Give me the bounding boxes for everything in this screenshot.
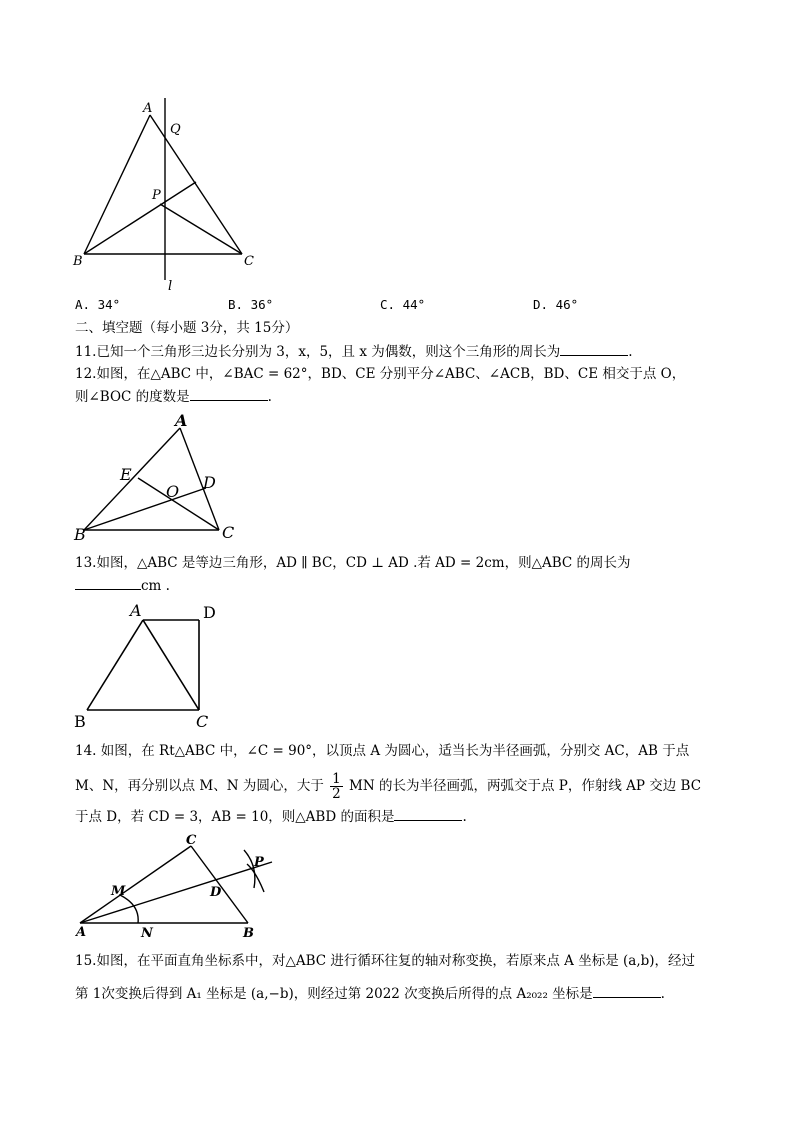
fig12-label-a: A [175, 411, 188, 430]
question-15-line-1: 15.如图，在平面直角坐标系中，对△ABC 进行循环往复的轴对称变换，若原来点 A 坐标是 (a,b)，经过 [75, 953, 696, 969]
fig12-label-o: O [166, 482, 180, 501]
end-mark-12: . [267, 389, 272, 405]
question-14-text-c: 于点 D，若 CD = 3，AB = 10，则△ABD 的面积是 [75, 809, 395, 825]
fig13-label-d: D [203, 603, 216, 622]
question-13-unit: cm . [141, 578, 170, 594]
option-b-value: 36° [250, 297, 274, 312]
question-11-text: 11.已知一个三角形三边长分别为 3，x，5，且 x 为偶数，则这个三角形的周长为 [75, 344, 561, 360]
option-b-letter: B. [228, 297, 244, 312]
fraction-denominator: 2 [332, 786, 341, 802]
fig10-label-q: Q [170, 122, 181, 137]
fig10-label-a: A [143, 101, 153, 116]
fig14-label-p: P [254, 855, 264, 870]
fig13-label-a: A [130, 601, 142, 620]
question-12-text: 则∠BOC 的度数是 [75, 389, 190, 405]
fig13-label-b: B [74, 712, 86, 731]
option-d-letter: D. [533, 297, 549, 312]
question-14-text-a: M、N，再分别以点 M、N 为圆心，大于 [75, 778, 324, 794]
end-mark-15: . [660, 986, 665, 1002]
question-13-line-1: 13.如图，△ABC 是等边三角形，AD ∥ BC，CD ⊥ AD .若 AD = 2cm，则△ABC 的周长为 [75, 555, 631, 571]
fig13-label-c: C [196, 712, 209, 731]
question-15-line-2 [75, 983, 665, 1004]
question-14-line-1: 14. 如图，在 Rt△ABC 中，∠C = 90°，以顶点 A 为圆心，适当长为半径画弧，分别交 AC，AB 于点 [75, 743, 690, 759]
option-a-letter: A. [75, 297, 91, 312]
fig14-side-ac [80, 846, 191, 923]
option-c-letter: C. [380, 297, 396, 312]
fig10-label-p: P [152, 188, 161, 203]
fig14-label-b: B [243, 926, 254, 941]
fig10-label-b: B [73, 254, 83, 269]
fig14-label-c: C [186, 833, 197, 848]
end-mark-14: . [462, 809, 467, 825]
question-12-line-1: 12.如图，在△ABC 中，∠BAC = 62°，BD、CE 分别平分∠ABC、∠ACB，BD、CE 相交于点 O， [75, 366, 686, 382]
section-title-fill-in: 二、填空题（每小题 3分，共 15分） [75, 320, 299, 336]
end-mark-11: . [628, 344, 633, 360]
option-a-value: 34° [97, 297, 121, 312]
fig14-label-a: A [76, 925, 87, 940]
fig14-label-n: N [141, 926, 153, 941]
answer-blank-15[interactable] [593, 983, 661, 998]
fig14-label-m: M [111, 884, 126, 899]
fig10-label-l: l [168, 279, 173, 294]
fig12-label-d: D [203, 473, 216, 492]
fig14-ray-ap [80, 862, 272, 923]
fig10-label-c: C [244, 254, 254, 269]
question-14-text-b: MN 的长为半径画弧，两弧交于点 P，作射线 AP 交边 BC [349, 778, 702, 794]
fig12-label-e: E [120, 465, 132, 484]
fraction-numerator: 1 [332, 771, 341, 787]
fig12-label-c: C [222, 523, 235, 542]
option-c-value: 44° [402, 297, 426, 312]
fig14-label-d: D [210, 885, 222, 900]
option-d-value: 46° [555, 297, 579, 312]
fig12-label-b: B [74, 525, 86, 544]
question-15-text: 第 1次变换后得到 A₁ 坐标是 (a,−b)，则经过第 2022 次变换后所得的点 A₂₀₂₂ 坐标是 [75, 986, 593, 1002]
